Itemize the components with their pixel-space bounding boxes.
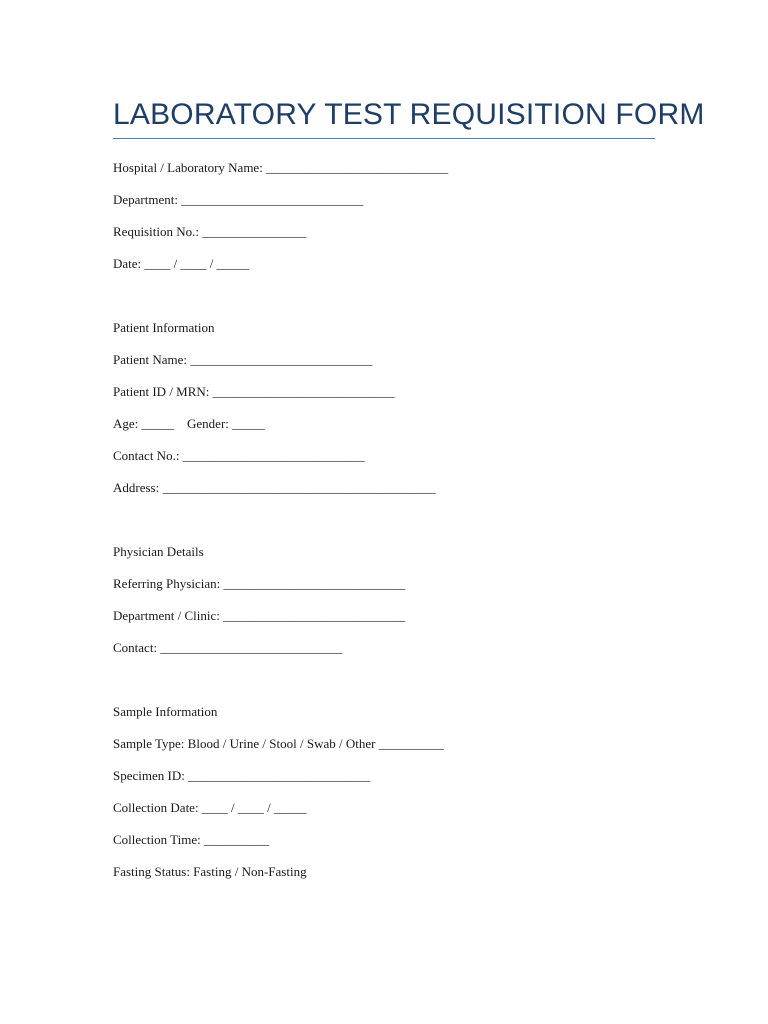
title-underline [113,138,655,139]
patient-information-section [113,319,655,511]
referring-physician-field[interactable]: Referring Physician: ____________________________ [113,576,406,591]
department-field[interactable]: Department: ____________________________ [113,192,364,207]
requisition-number-field[interactable]: Requisition No.: ________________ [113,224,307,239]
department-clinic-field[interactable]: Department / Clinic: ____________________________ [113,608,406,623]
hospital-name-field[interactable]: Hospital / Laboratory Name: ____________________________ [113,160,449,175]
sample-information-heading: Sample Information [113,704,218,719]
specimen-id-field[interactable]: Specimen ID: ____________________________ [113,768,371,783]
physician-details-section [113,543,655,671]
section-spacer [113,671,655,703]
collection-time-field[interactable]: Collection Time: __________ [113,832,270,847]
form-title: LABORATORY TEST REQUISITION FORM [113,98,705,131]
physician-details-heading: Physician Details [113,544,204,559]
section-spacer [113,511,655,543]
patient-information-heading: Patient Information [113,320,215,335]
patient-id-field[interactable]: Patient ID / MRN: ____________________________ [113,384,395,399]
date-field[interactable]: Date: ____ / ____ / _____ [113,256,250,271]
patient-name-field[interactable]: Patient Name: ____________________________ [113,352,373,367]
form-content [113,96,705,895]
collection-date-field[interactable]: Collection Date: ____ / ____ / _____ [113,800,307,815]
fasting-status-field[interactable]: Fasting Status: Fasting / Non-Fasting [113,864,307,879]
physician-contact-field[interactable]: Contact: ____________________________ [113,640,343,655]
address-field[interactable]: Address: __________________________________________ [113,480,436,495]
age-gender-field[interactable]: Age: _____ Gender: _____ [113,416,265,431]
sample-information-section [113,703,655,895]
sample-type-field[interactable]: Sample Type: Blood / Urine / Stool / Swab / Other __________ [113,736,444,751]
section-spacer [113,287,655,319]
contact-number-field[interactable]: Contact No.: ____________________________ [113,448,365,463]
header-fields-section [113,159,655,287]
